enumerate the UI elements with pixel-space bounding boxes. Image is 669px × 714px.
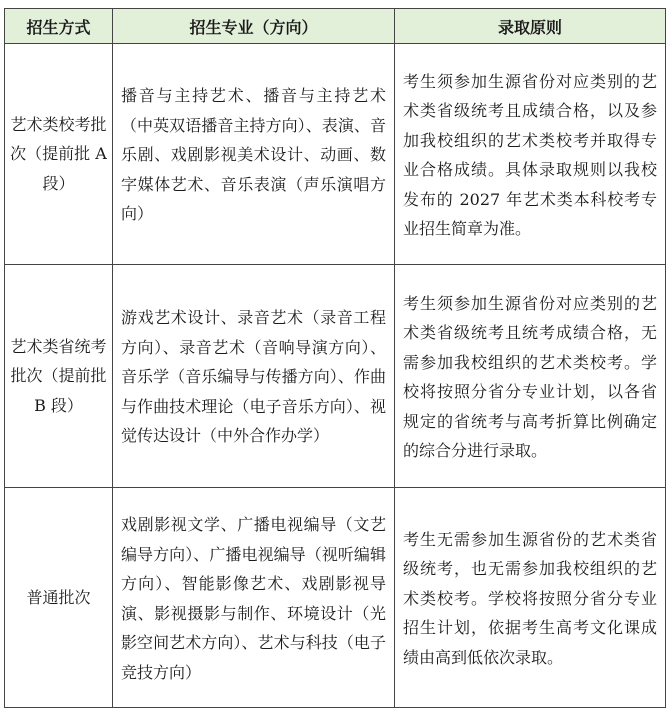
majors-list: 戏剧影视文学、广播电视编导（文艺编导方向）、广播电视编导（视听编辑方向）、智能影像艺术、戏剧影视导演、影视摄影与制作、环境设计（光影空间艺术方向）、艺术与科技（电子竞技方向） <box>113 488 395 708</box>
admission-principle: 考生无需参加生源省份的艺术类省级统考，也无需参加我校组织的艺术类校考。学校将按照分省分专业招生计划，依据考生高考文化课成绩由高到低依次录取。 <box>395 488 666 708</box>
majors-list: 游戏艺术设计、录音艺术（录音工程方向）、录音艺术（音响导演方向）、音乐学（音乐编导与传播方向）、作曲与作曲技术理论（电子音乐方向）、视觉传达设计（中外合作办学） <box>113 265 395 488</box>
admission-method: 普通批次 <box>5 488 113 708</box>
header-principle: 录取原则 <box>395 9 666 44</box>
admission-principle: 考生须参加生源省份对应类别的艺术类省级统考且成绩合格，以及参加我校组织的艺术类校考并取得专业合格成绩。具体录取规则以我校发布的 2027 年艺术类本科校考专业招生简章为准。 <box>395 44 666 265</box>
header-majors: 招生专业（方向） <box>113 9 395 44</box>
majors-list: 播音与主持艺术、播音与主持艺术（中英双语播音主持方向）、表演、音乐剧、戏剧影视美术设计、动画、数字媒体艺术、音乐表演（声乐演唱方向） <box>113 44 395 265</box>
admission-principle: 考生须参加生源省份对应类别的艺术类省级统考且统考成绩合格，无需参加我校组织的艺术类校考。学校将按照分省分专业计划，以各省规定的省统考与高考折算比例确定的综合分进行录取。 <box>395 265 666 488</box>
admissions-table <box>4 8 666 708</box>
header-row <box>5 9 666 44</box>
admission-method: 艺术类校考批次（提前批 A 段） <box>5 44 113 265</box>
admission-method: 艺术类省统考批次（提前批 B 段） <box>5 265 113 488</box>
header-method: 招生方式 <box>5 9 113 44</box>
table-row <box>5 488 666 708</box>
table-row <box>5 44 666 265</box>
table-row <box>5 265 666 488</box>
